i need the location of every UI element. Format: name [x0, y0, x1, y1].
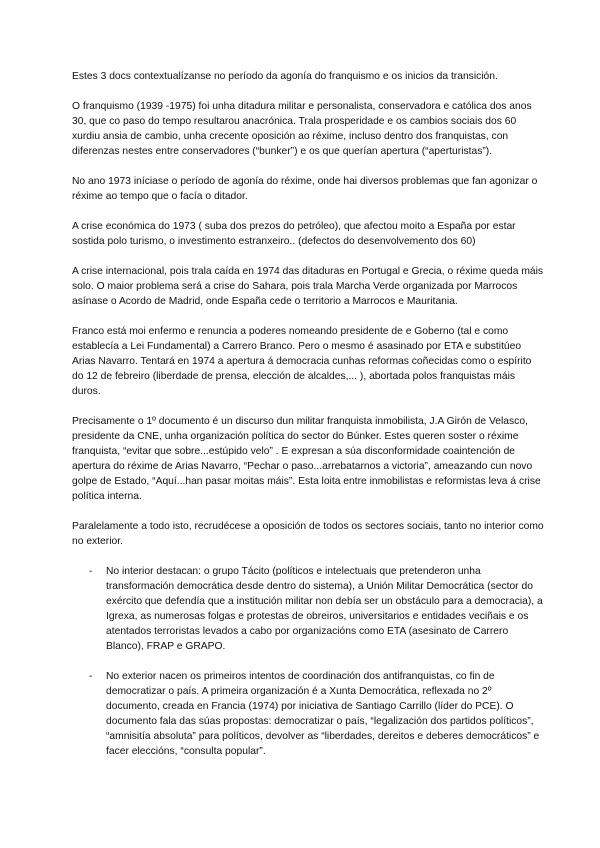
list-item — [89, 564, 544, 654]
bullet-list — [72, 564, 544, 759]
paragraph-oposicion: Paralelamente a todo isto, recrudécese a oposición de todos os sectores sociais, tanto no interior como no exterior. — [72, 521, 544, 547]
paragraph-franco-enfermo: Franco está moi enfermo e renuncia a poderes nomeando presidente de e Goberno (tal e como establecía a Lei Fundamental) a Carrero Branco. Pero o mesmo é asasinado por ETA e substitúeo Arias Navarro. Tentará en 1974 a apertura á democracia cunhas reformas coñecidas como o espírito do 12 de febreiro (liberdade de prensa, elección de alcaldes,... ), abortada polos franquistas máis duros. — [72, 326, 532, 397]
bullet-text-interior: No interior destacan: o grupo Tácito (políticos e intelectuais que pretenderon unha transformación democrática desde dentro do sistema), a Unión Militar Democrática (sector do exército que defendía que a institución militar non debía ser un obstáculo para a democracia), a Igrexa, as numerosas folgas e protestas de obreiros, universitarios e entidades veciñais e os atentados terroristas levados a cabo por organizacións como ETA (asesinato de Carrero Blanco), FRAP e GRAPO. — [106, 566, 543, 652]
paragraph-crise-economica: A crise económica do 1973 ( suba dos prezos do petróleo), que afectou moito a España por estar sostida polo turismo, o investimento estranxeiro.. (defectos do desenvolvemento dos 60) — [72, 221, 516, 247]
paragraph-agonia: No ano 1973 iníciase o período de agonía do réxime, onde hai diversos problemas que fan agonizar o réxime ao tempo que o facía o ditador. — [72, 176, 538, 202]
paragraph-franquismo: O franquismo (1939 -1975) foi unha ditadura militar e personalista, conservadora e católica dos anos 30, que co paso do tempo resultarou anacrónica. Trala prosperidade e os cambios sociais dos 60 xurdiu ansia de cambio, unha crecente oposición ao réxime, incluso dentro dos franquistas, con diferenzas nestes entre conservadores (“bunker”) e os que querían apertura (“aperturistas”). — [72, 101, 532, 157]
paragraph-crise-internacional: A crise internacional, pois trala caída en 1974 das ditaduras en Portugal e Grecia, o réxime queda máis solo. O maior problema será a crise do Sahara, pois trala Marcha Verde organizada por Marrocos asínase o Acordo de Madrid, onde España cede o territorio a Marrocos e Mauritania. — [72, 266, 544, 307]
list-item — [89, 669, 544, 759]
bullet-dash: - — [89, 566, 93, 577]
bullet-dash: - — [89, 671, 93, 682]
bullet-text-exterior: No exterior nacen os primeiros intentos de coordinación dos antifranquistas, co fin de democratizar o país. A primeira organización é a Xunta Democrática, reflexada no 2º documento, creada en Francia (1974) por iniciativa de Santiago Carrillo (líder do PCE). O documento fala das súas propostas: democratizar o país, “legalización dos partidos políticos”, “amnisitía absoluta” para políticos, devolver as “liberdades, dereitos e deberes democráticos” e facer eleccións, “consulta popular”. — [106, 671, 540, 757]
paragraph-documento-1: Precisamente o 1º documento é un discurso dun militar franquista inmobilista, J.A Girón de Velasco, presidente da CNE, unha organización política do sector do Búnker. Estes queren soster o réxime franquista, “evitar que sobre...estúpido velo” . E expresan a súa disconformidade coaintención de apertura do réxime de Arias Navarro, “Pechar o paso...arrebatarnos a victoria”, ameazando cun novo golpe de Estado, “Aquí...han pasar moitas máis”. Esta loita entre inmobilistas e reformistas leva á crise política interna. — [72, 416, 541, 502]
document-page — [72, 69, 544, 774]
paragraph-intro: Estes 3 docs contextualízanse no período da agonía do franquismo e os inicios da transición. — [72, 71, 498, 82]
